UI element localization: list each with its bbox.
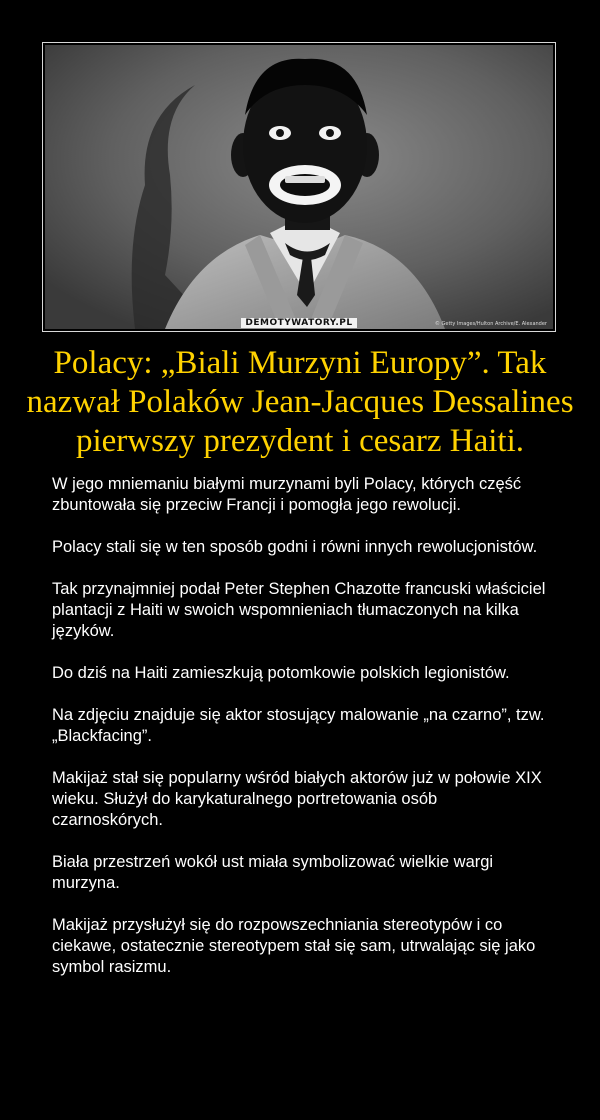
paragraph-7: Biała przestrzeń wokół ust miała symbolizować wielkie wargi murzyna. bbox=[52, 853, 494, 892]
paragraph-5: Na zdjęciu znajduje się aktor stosujący malowanie „na czarno”, tzw. „Blackfacing”. bbox=[52, 706, 545, 745]
paragraph-8: Makijaż przysłużył się do rozpowszechniania stereotypów i co ciekawe, ostatecznie stereotypem stał się sam, utrwalając się jako symbol rasizmu. bbox=[52, 916, 536, 976]
photo bbox=[45, 45, 553, 329]
blackface-actor-photo bbox=[45, 45, 553, 329]
article-body bbox=[52, 474, 552, 999]
page-title: Polacy: „Biali Murzyni Europy”. Tak nazwał Polaków Jean-Jacques Dessalines pierwszy prezydent i cesarz Haiti. bbox=[26, 345, 574, 459]
paragraph-4: Do dziś na Haiti zamieszkują potomkowie polskich legionistów. bbox=[52, 664, 510, 682]
photo-credit: © Getty Images/Hulton Archive/E. Alexander bbox=[434, 321, 547, 327]
paragraph-1: W jego mniemaniu białymi murzynami byli Polacy, których część zbuntowała się przeciw Francji i pomogła jego rewolucji. bbox=[52, 475, 522, 514]
paragraph-3: Tak przynajmniej podał Peter Stephen Chazotte francuski właściciel plantacji z Haiti w swoich wspomnieniach tłumaczonych na kilka języków. bbox=[52, 580, 546, 640]
paragraph-6: Makijaż stał się popularny wśród białych aktorów już w połowie XIX wieku. Służył do karykaturalnego portretowania osób czarnoskórych. bbox=[52, 769, 542, 829]
paragraph-2: Polacy stali się w ten sposób godni i równi innych rewolucjonistów. bbox=[52, 538, 538, 556]
photo-frame bbox=[42, 42, 556, 332]
watermark-text: DEMOTYWATORY.PL bbox=[241, 318, 356, 328]
